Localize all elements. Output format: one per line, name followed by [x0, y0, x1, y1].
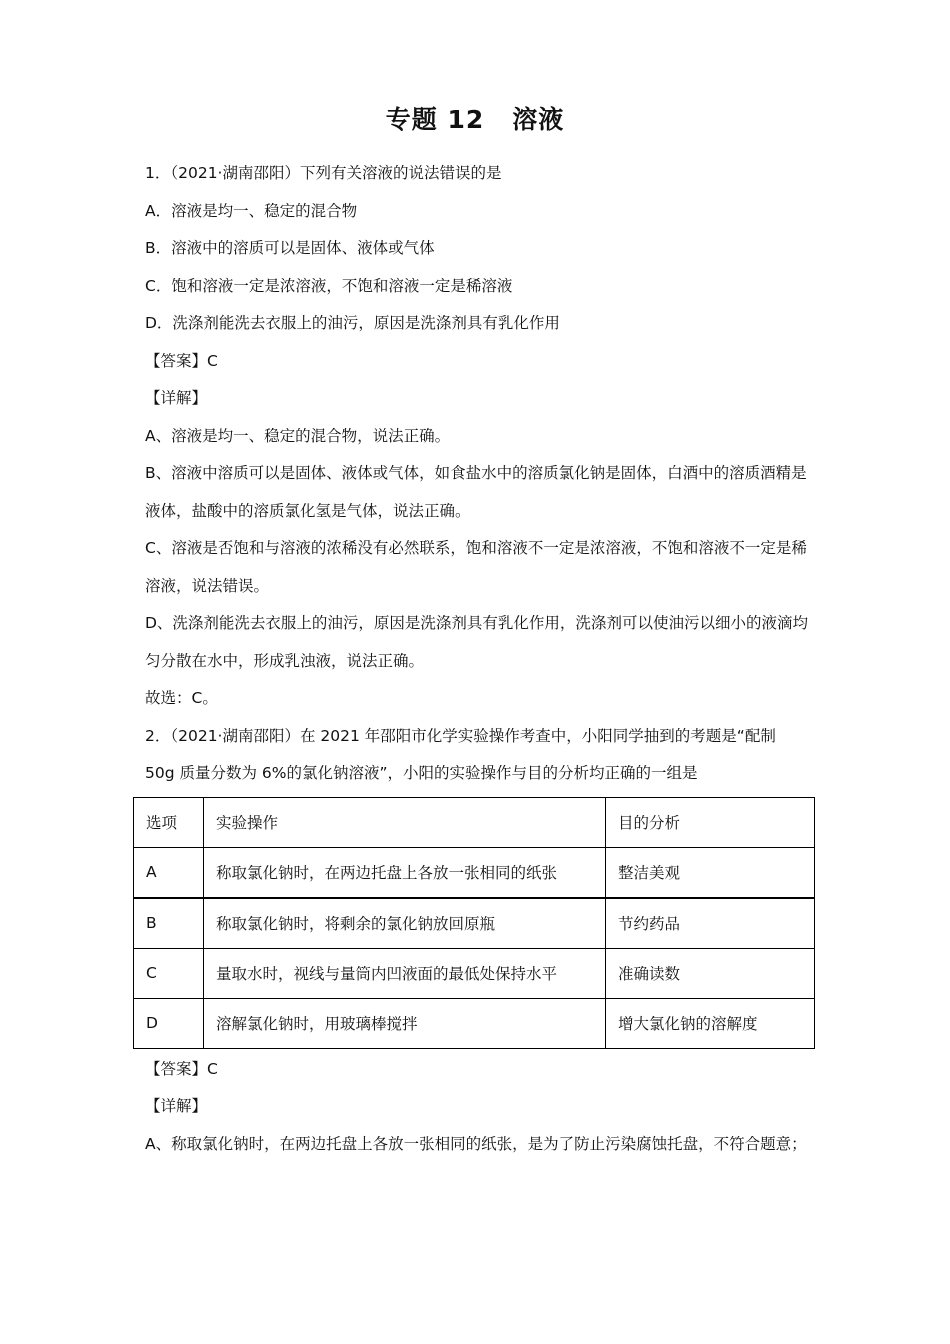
- table-row: [134, 898, 815, 949]
- question-1-detail-a: A、溶液是均一、稳定的混合物，说法正确。: [145, 426, 451, 445]
- table-cell: 称取氯化钠时，在两边托盘上各放一张相同的纸张: [204, 847, 606, 898]
- question-1-option-a: A．溶液是均一、稳定的混合物: [145, 201, 358, 220]
- table-row: [134, 948, 815, 998]
- question-2-stem-line-1: 2．（2021·湖南邵阳）在 2021 年邵阳市化学实验操作考查中，小阳同学抽到的考题是“配制: [145, 726, 776, 745]
- table-row: [134, 847, 815, 898]
- question-1-stem: 1．（2021·湖南邵阳）下列有关溶液的说法错误的是: [145, 164, 502, 182]
- question-2-stem-line-2: 50g 质量分数为 6%的氯化钠溶液”，小阳的实验操作与目的分析均正确的一组是: [145, 764, 698, 782]
- question-1-detail-label: 【详解】: [145, 389, 208, 407]
- table-cell: 称取氯化钠时，将剩余的氯化钠放回原瓶: [204, 898, 606, 949]
- table-header-cell: 目的分析: [606, 797, 815, 847]
- title-topic-number: 专题 12: [385, 105, 485, 134]
- table-header-row: [134, 797, 815, 847]
- table-cell: D: [134, 998, 204, 1048]
- question-1-detail-d: D、洗涤剂能洗去衣服上的油污，原因是洗涤剂具有乳化作用，洗涤剂可以使油污以细小的液滴均匀分散在水中，形成乳浊液，说法正确。: [145, 614, 808, 670]
- table-cell: B: [134, 898, 204, 949]
- question-1-detail-b: B、溶液中溶质可以是固体、液体或气体，如食盐水中的溶质氯化钠是固体，白酒中的溶质酒精是液体，盐酸中的溶质氯化氢是气体，说法正确。: [145, 464, 807, 520]
- table-cell: 增大氯化钠的溶解度: [606, 998, 815, 1048]
- table-cell: 整洁美观: [606, 847, 815, 898]
- options-table: [133, 797, 815, 1049]
- question-2-detail-a: A、称取氯化钠时，在两边托盘上各放一张相同的纸张，是为了防止污染腐蚀托盘，不符合题意；: [145, 1134, 807, 1153]
- question-1-answer: 【答案】C: [145, 351, 218, 370]
- question-1-option-c: C．饱和溶液一定是浓溶液，不饱和溶液一定是稀溶液: [145, 276, 513, 295]
- question-1-option-d: D．洗涤剂能洗去衣服上的油污，原因是洗涤剂具有乳化作用: [145, 314, 560, 332]
- document-content: [145, 155, 815, 1163]
- table-header-cell: 实验操作: [204, 797, 606, 847]
- question-2-detail-label: 【详解】: [145, 1097, 208, 1115]
- question-1-conclusion: 故选：C。: [145, 689, 218, 707]
- title-topic-name: 溶液: [512, 105, 565, 134]
- question-1-option-b: B．溶液中的溶质可以是固体、液体或气体: [145, 239, 435, 257]
- table-cell: 量取水时，视线与量筒内凹液面的最低处保持水平: [204, 948, 606, 998]
- table-cell: C: [134, 948, 204, 998]
- table-cell: 节约药品: [606, 898, 815, 949]
- table-cell: 准确读数: [606, 948, 815, 998]
- table-row: [134, 998, 815, 1048]
- table-cell: 溶解氯化钠时，用玻璃棒搅拌: [204, 998, 606, 1048]
- question-1-detail-c: C、溶液是否饱和与溶液的浓稀没有必然联系，饱和溶液不一定是浓溶液，不饱和溶液不一定是稀溶液，说法错误。: [145, 539, 807, 595]
- table-cell: A: [134, 847, 204, 898]
- table-header-cell: 选项: [134, 797, 204, 847]
- page-title: [0, 100, 950, 136]
- question-2-answer: 【答案】C: [145, 1059, 218, 1078]
